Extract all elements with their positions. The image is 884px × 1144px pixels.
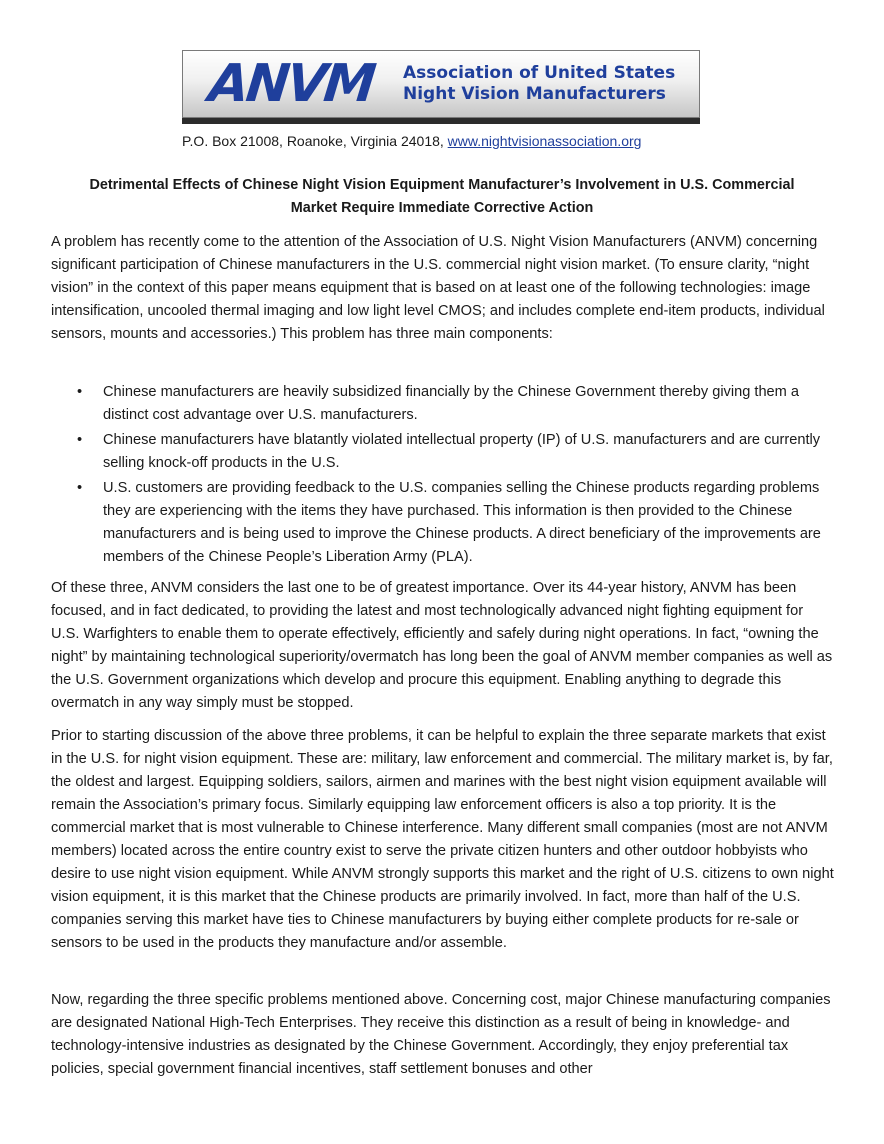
components-list [51, 381, 835, 571]
paragraph-cost [51, 989, 835, 1081]
paragraph-text: Of these three, ANVM considers the last one to be of greatest importance. Over its 44-year history, ANVM has been focused, and in fact dedicated, to providing the latest and most technologically advanced night fighting equipment for U.S. Warfighters to enable them to operate effectively, efficiently and safely during night operations. In fact, “owning the night” by maintaining technological superiority/overmatch has long been the goal of ANVM member companies as well as the U.S. Government organizations which develop and procure this equipment. Enabling anything to degrade this overmatch in any way simply must be stopped. [51, 580, 833, 711]
list-item-text: U.S. customers are providing feedback to the U.S. companies selling the Chinese products regarding problems they are experiencing with the items they have purchased. This information is then provided to the Chinese manufacturers and is being used to improve the Chinese products. A direct beneficiary of the improvements are members of the Chinese People’s Liberation Army (PLA). [103, 480, 821, 565]
list-item [51, 429, 835, 475]
list-item-text: Chinese manufacturers are heavily subsidized financially by the Chinese Government thereby giving them a distinct cost advantage over U.S. manufacturers. [103, 384, 800, 423]
paragraph-intro [51, 231, 835, 346]
bullet-marker: • [77, 384, 83, 400]
list-item-text: Chinese manufacturers have blatantly violated intellectual property (IP) of U.S. manufacturers and are currently selling knock-off products in the U.S. [103, 432, 821, 471]
address-text: P.O. Box 21008, Roanoke, Virginia 24018, [182, 133, 448, 149]
title-line2: Market Require Immediate Corrective Action [290, 200, 594, 216]
logo-name-line2: Night Vision Manufacturers [403, 84, 666, 104]
logo-underline-bar [182, 118, 700, 124]
bullet-marker: • [77, 432, 83, 448]
website-link[interactable]: www.nightvisionassociation.org [447, 133, 642, 149]
logo-name-line1: Association of United States [403, 63, 676, 83]
logo-mark: ANVM [205, 54, 376, 114]
paragraph-text: A problem has recently come to the attention of the Association of U.S. Night Vision Manufacturers (ANVM) concerning significant participation of Chinese manufacturers in the U.S. commercial night vision market. (To ensure clarity, “night vision” in the context of this paper means equipment that is based on at least one of the following technologies: image intensification, uncooled thermal imaging and low light level CMOS; and includes complete end-item products, individual sensors, mounts and accessories.) This problem has three main components: [51, 234, 825, 342]
logo-name [403, 63, 675, 105]
paragraph-markets [51, 725, 835, 955]
address-line [182, 131, 662, 151]
list-item [51, 477, 835, 569]
paragraph-text: Now, regarding the three specific problems mentioned above. Concerning cost, major Chinese manufacturing companies are designated National High-Tech Enterprises. They receive this distinction as a result of being in knowledge- and technology-intensive industries as designated by the Chinese Government. Accordingly, they enjoy preferential tax policies, special government financial incentives, staff settlement bonuses and other [51, 992, 831, 1077]
list-item [51, 381, 835, 427]
document-title [50, 174, 834, 220]
anvm-logo [182, 50, 700, 118]
paragraph-text: Prior to starting discussion of the above three problems, it can be helpful to explain the three separate markets that exist in the U.S. for night vision equipment. These are: military, law enforcement and commercial. The military market is, by far, the oldest and largest. Equipping soldiers, sailors, airmen and marines with the best night vision equipment available will remain the Association’s primary focus. Similarly equipping law enforcement officers is also a top priority. It is the commercial market that is most vulnerable to Chinese interference. Many different small companies (most are not ANVM members) located across the entire country exist to serve the private citizen hunters and other outdoor hobbyists who desire to use night vision equipment. While ANVM strongly supports this market and the right of U.S. citizens to own night vision equipment, it is this market that the Chinese products are primarily involved. In fact, more than half of the U.S. companies serving this market have ties to Chinese manufacturers by buying either complete products for re-sale or sensors to be used in the products they manufacture and/or assemble. [51, 728, 834, 951]
paragraph-importance [51, 577, 835, 715]
title-line1: Detrimental Effects of Chinese Night Vision Equipment Manufacturer’s Involvement in U.S. Commercial [89, 177, 795, 193]
bullet-marker: • [77, 480, 83, 496]
